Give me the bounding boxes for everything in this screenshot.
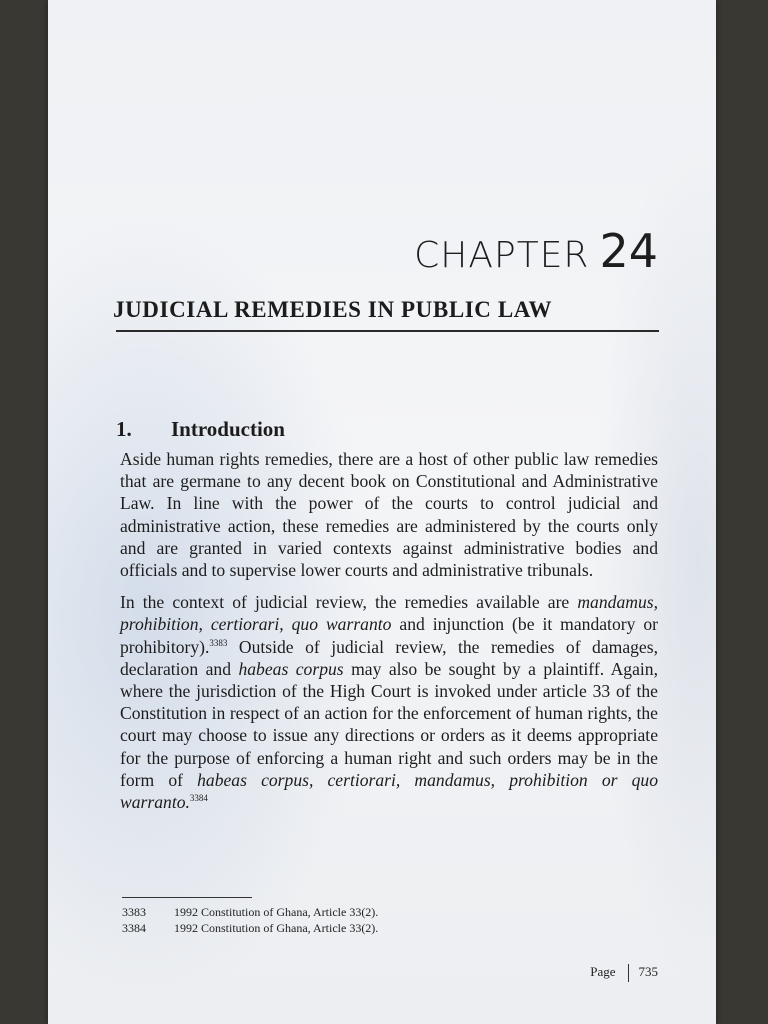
title-divider — [116, 330, 659, 332]
footnotes — [122, 904, 378, 936]
page-separator — [628, 964, 629, 982]
page-label: Page — [590, 964, 616, 979]
chapter-title: JUDICIAL REMEDIES IN PUBLIC LAW — [113, 297, 553, 322]
paragraph-2-italic-1: mandamus, prohibition, certiorari, quo warranto — [120, 592, 658, 635]
paragraph-2-italic-3: habeas corpus, certiorari, mandamus, prohibition or quo warranto. — [120, 769, 658, 813]
footnote-divider — [122, 897, 252, 898]
body-text — [120, 448, 658, 823]
chapter-label: CHAPTER — [414, 235, 590, 276]
footnote-number: 3384 — [122, 921, 146, 935]
chapter-heading — [122, 224, 658, 278]
paragraph-2-text-1: In the context of judicial review, the remedies available are — [120, 592, 578, 613]
paragraph-2-text-4: may also be sought by a plaintiff. Again, where the jurisdiction of the High Court is invoked under article 33 of the Constitution in respect of an action for the enforcement of human rights, the court may choose to issue any directions or orders as it deems appropriate for the purpose of enforcing a human right and such orders may be in the form of — [120, 658, 658, 790]
chapter-number: 24 — [599, 224, 658, 278]
page-number: 735 — [638, 964, 658, 979]
footnote-ref-3384[interactable]: 3384 — [189, 793, 208, 804]
paragraph-2-text-3: Outside of judicial review, the remedies of damages, declaration and — [120, 636, 658, 679]
footnote-3384 — [122, 920, 378, 936]
footnote-text: 1992 Constitution of Ghana, Article 33(2). — [174, 921, 379, 935]
footnote-number: 3383 — [122, 905, 146, 919]
footnote-text: 1992 Constitution of Ghana, Article 33(2). — [174, 905, 379, 919]
paragraph-2-italic-2: habeas corpus — [238, 658, 344, 679]
paragraph-2 — [120, 591, 658, 813]
book-page — [48, 0, 716, 1024]
section-number: 1. — [116, 417, 132, 441]
footnote-3383 — [122, 904, 378, 920]
section-heading — [116, 417, 285, 442]
page-footer — [590, 964, 658, 982]
section-title: Introduction — [171, 417, 285, 441]
paragraph-1: Aside human rights remedies, there are a host of other public law remedies that are germane to any decent book on Constitutional and Administrative Law. In line with the power of the courts to control judicial and administrative action, these remedies are administered by the courts only and are granted in varied contexts against administrative bodies and officials and to supervise lower courts and administrative tribunals. — [120, 449, 658, 581]
paragraph-2-text-2: and injunction (be it mandatory or prohibitory). — [120, 614, 658, 657]
footnote-ref-3383[interactable]: 3383 — [209, 637, 228, 648]
